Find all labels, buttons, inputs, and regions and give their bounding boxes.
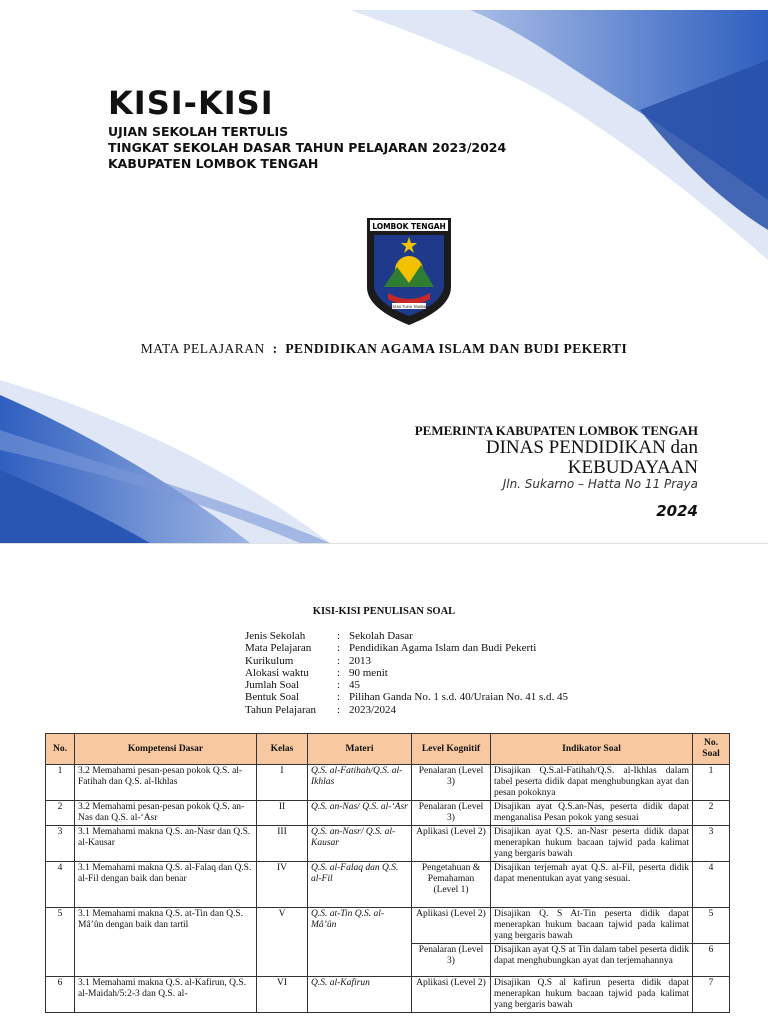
info-key: Kurikulum <box>245 654 294 667</box>
cell-level: Pengetahuan & Pemahaman (Level 1) <box>412 862 491 908</box>
cell-indikator: Disajikan Q.S al kafirun peserta didik dapat menerapkan hukum bacaan tajwid pada kalimat yang bergaris bawah <box>491 977 693 1013</box>
office-name <box>486 438 698 478</box>
cell-no: 2 <box>46 801 75 826</box>
cell-kd: 3.1 Memahami makna Q.S. al-Kafirun, Q.S. al-Maidah/5:2-3 dan Q.S. al- <box>75 977 257 1013</box>
header-indikator-soal: Indikator Soal <box>491 734 693 765</box>
info-row <box>245 667 568 679</box>
info-separator: : <box>337 654 341 667</box>
info-value: Sekolah Dasar <box>349 630 413 642</box>
cell-level: Penalaran (Level 3) <box>412 801 491 826</box>
cell-level: Penalaran (Level 3) <box>412 765 491 801</box>
info-value: 90 menit <box>349 666 388 679</box>
info-key: Bentuk Soal <box>245 691 300 704</box>
cell-no: 3 <box>46 826 75 862</box>
office-name-line-1: DINAS PENDIDIKAN dan <box>485 437 698 458</box>
cell-kd: 3.2 Memahami pesan-pesan pokok Q.S. an-Nas dan Q.S. al-‘Asr <box>75 801 257 826</box>
cell-materi: Q.S. al-Fatihah/Q.S. al-Ikhlas <box>308 765 412 801</box>
info-row <box>245 704 568 716</box>
cell-kd: 3.2 Memahami pesan-pesan pokok Q.S. al-Fatihah dan Q.S. al-Ikhlas <box>75 765 257 801</box>
cell-materi: Q.S. al-Falaq dan Q.S. al-Fil <box>308 862 412 908</box>
info-value: Pilihan Ganda No. 1 s.d. 40/Uraian No. 41 s.d. 45 <box>349 691 569 704</box>
cell-kelas: VI <box>257 977 308 1013</box>
info-separator: : <box>337 691 341 704</box>
cell-level: Aplikasi (Level 2) <box>412 826 491 862</box>
cell-materi: Q.S. at-Tin Q.S. al-Mâ’ûn <box>308 908 412 977</box>
header-no: No. <box>46 734 75 765</box>
cell-no: 6 <box>46 977 75 1013</box>
table-row <box>46 908 730 944</box>
header-level-kognitif: Level Kognitif <box>412 734 491 765</box>
cover-title: KISI-KISI <box>108 84 274 122</box>
info-row <box>245 655 568 667</box>
header-kelas: Kelas <box>257 734 308 765</box>
subject-separator: : <box>272 341 278 356</box>
office-name-line-2: KEBUDAYAAN <box>567 457 698 478</box>
info-separator: : <box>337 642 341 655</box>
cell-kelas: V <box>257 908 308 977</box>
table-header-row <box>46 734 730 765</box>
table-row <box>46 862 730 908</box>
cell-materi: Q.S. an-Nas/ Q.S. al-‘Asr <box>308 801 412 826</box>
header-no-soal <box>693 734 730 765</box>
info-row <box>245 679 568 691</box>
logo-banner-text: LOMBOK TENGAH <box>372 222 446 231</box>
info-row <box>245 691 568 703</box>
cell-kd: 3.1 Memahami makna Q.S. al-Falaq dan Q.S. al-Fil dengan baik dan benar <box>75 862 257 908</box>
cell-kelas: II <box>257 801 308 826</box>
cell-indikator: Disajikan ayat Q.S at Tin dalam tabel peserta didik dapat menghubungkan ayat dan terjemahannya <box>491 944 693 977</box>
table-row <box>46 765 730 801</box>
header-kompetensi-dasar: Kompetensi Dasar <box>75 734 257 765</box>
cover-subtitle-line-3: KABUPATEN LOMBOK TENGAH <box>108 156 319 171</box>
cell-indikator: Disajikan Q. S At-Tin peserta didik dapat menerapkan hukum bacaan tajwid pada kalimat yang bergaris bawah <box>491 908 693 944</box>
cell-no-soal: 6 <box>693 944 730 977</box>
info-separator: : <box>337 666 341 679</box>
table-row <box>46 977 730 1013</box>
subject-value: PENDIDIKAN AGAMA ISLAM DAN BUDI PEKERTI <box>285 341 628 356</box>
cell-level: Aplikasi (Level 2) <box>412 908 491 944</box>
subject-label: MATA PELAJARAN <box>140 341 265 356</box>
info-key: Alokasi waktu <box>245 666 309 679</box>
cell-no-soal: 5 <box>693 908 730 944</box>
cell-indikator: Disajikan ayat Q.S.an-Nas, peserta didik dapat menganalisa Pesan pokok yang sesuai <box>491 801 693 826</box>
cell-materi: Q.S. al-Kafirun <box>308 977 412 1013</box>
info-key: Mata Pelajaran <box>245 642 312 655</box>
government-name: PEMERINTA KABUPATEN LOMBOK TENGAH <box>414 423 698 438</box>
table-row <box>46 826 730 862</box>
info-value: 45 <box>349 679 360 692</box>
grid-page <box>0 543 768 1025</box>
header-materi: Materi <box>308 734 412 765</box>
info-key: Jenis Sekolah <box>245 630 306 642</box>
cell-indikator: Disajikan terjemah ayat Q.S. al-Fil, peserta didik dapat menentukan ayat yang sesuai. <box>491 862 693 908</box>
cell-kelas: I <box>257 765 308 801</box>
logo-ribbon-text: TATAS TUHU TRASNA <box>390 305 428 309</box>
cell-no-soal: 7 <box>693 977 730 1013</box>
info-key: Jumlah Soal <box>245 679 300 692</box>
grid-table <box>45 733 730 1013</box>
table-row <box>46 801 730 826</box>
header-no-soal-line-1: No. <box>704 738 718 748</box>
cell-kd: 3.1 Memahami makna Q.S. an-Nasr dan Q.S. al-Kausar <box>75 826 257 862</box>
info-value: 2013 <box>349 654 371 667</box>
info-key: Tahun Pelajaran <box>245 703 317 716</box>
document-info <box>245 630 568 716</box>
cell-kelas: IV <box>257 862 308 908</box>
cell-level: Aplikasi (Level 2) <box>412 977 491 1013</box>
cover-year: 2024 <box>656 502 698 520</box>
office-address: Jln. Sukarno – Hatta No 11 Praya <box>502 477 698 491</box>
cover-subtitle-line-2: TINGKAT SEKOLAH DASAR TAHUN PELAJARAN 2023/2024 <box>108 140 507 155</box>
cover-subject <box>0 341 768 357</box>
cell-materi: Q.S. an-Nasr/ Q.S. al-Kausar <box>308 826 412 862</box>
cell-indikator: Disajikan ayat Q.S. an-Nasr peserta didik dapat menerapkan hukum bacaan tajwid pada kalimat yang bergaris bawah <box>491 826 693 862</box>
document-title: KISI-KISI PENULISAN SOAL <box>312 606 456 617</box>
cell-no-soal: 1 <box>693 765 730 801</box>
header-no-soal-line-2: Soal <box>702 749 720 759</box>
info-value: 2023/2024 <box>349 703 397 716</box>
info-value: Pendidikan Agama Islam dan Budi Pekerti <box>349 642 537 655</box>
cell-indikator: Disajikan Q.S.al-Fatihah/Q.S. al-Ikhlas dalam tabel peserta didik dapat menghubungkan ayat dan pesan pokoknya <box>491 765 693 801</box>
cell-kd: 3.1 Memahami makna Q.S. at-Tin dan Q.S. Mâ’ûn dengan baik dan tartil <box>75 908 257 977</box>
cell-no: 1 <box>46 765 75 801</box>
cell-no-soal: 2 <box>693 801 730 826</box>
cell-level: Penalaran (Level 3) <box>412 944 491 977</box>
cell-no-soal: 4 <box>693 862 730 908</box>
cell-no: 4 <box>46 862 75 908</box>
cell-kelas: III <box>257 826 308 862</box>
cover-subtitle-line-1: UJIAN SEKOLAH TERTULIS <box>108 124 289 139</box>
lombok-tengah-crest-icon <box>364 215 454 327</box>
info-separator: : <box>337 703 341 716</box>
cell-no-soal: 3 <box>693 826 730 862</box>
info-row <box>245 642 568 654</box>
cell-no: 5 <box>46 908 75 977</box>
info-separator: : <box>337 679 341 692</box>
info-row <box>245 630 568 642</box>
info-separator: : <box>337 630 341 642</box>
